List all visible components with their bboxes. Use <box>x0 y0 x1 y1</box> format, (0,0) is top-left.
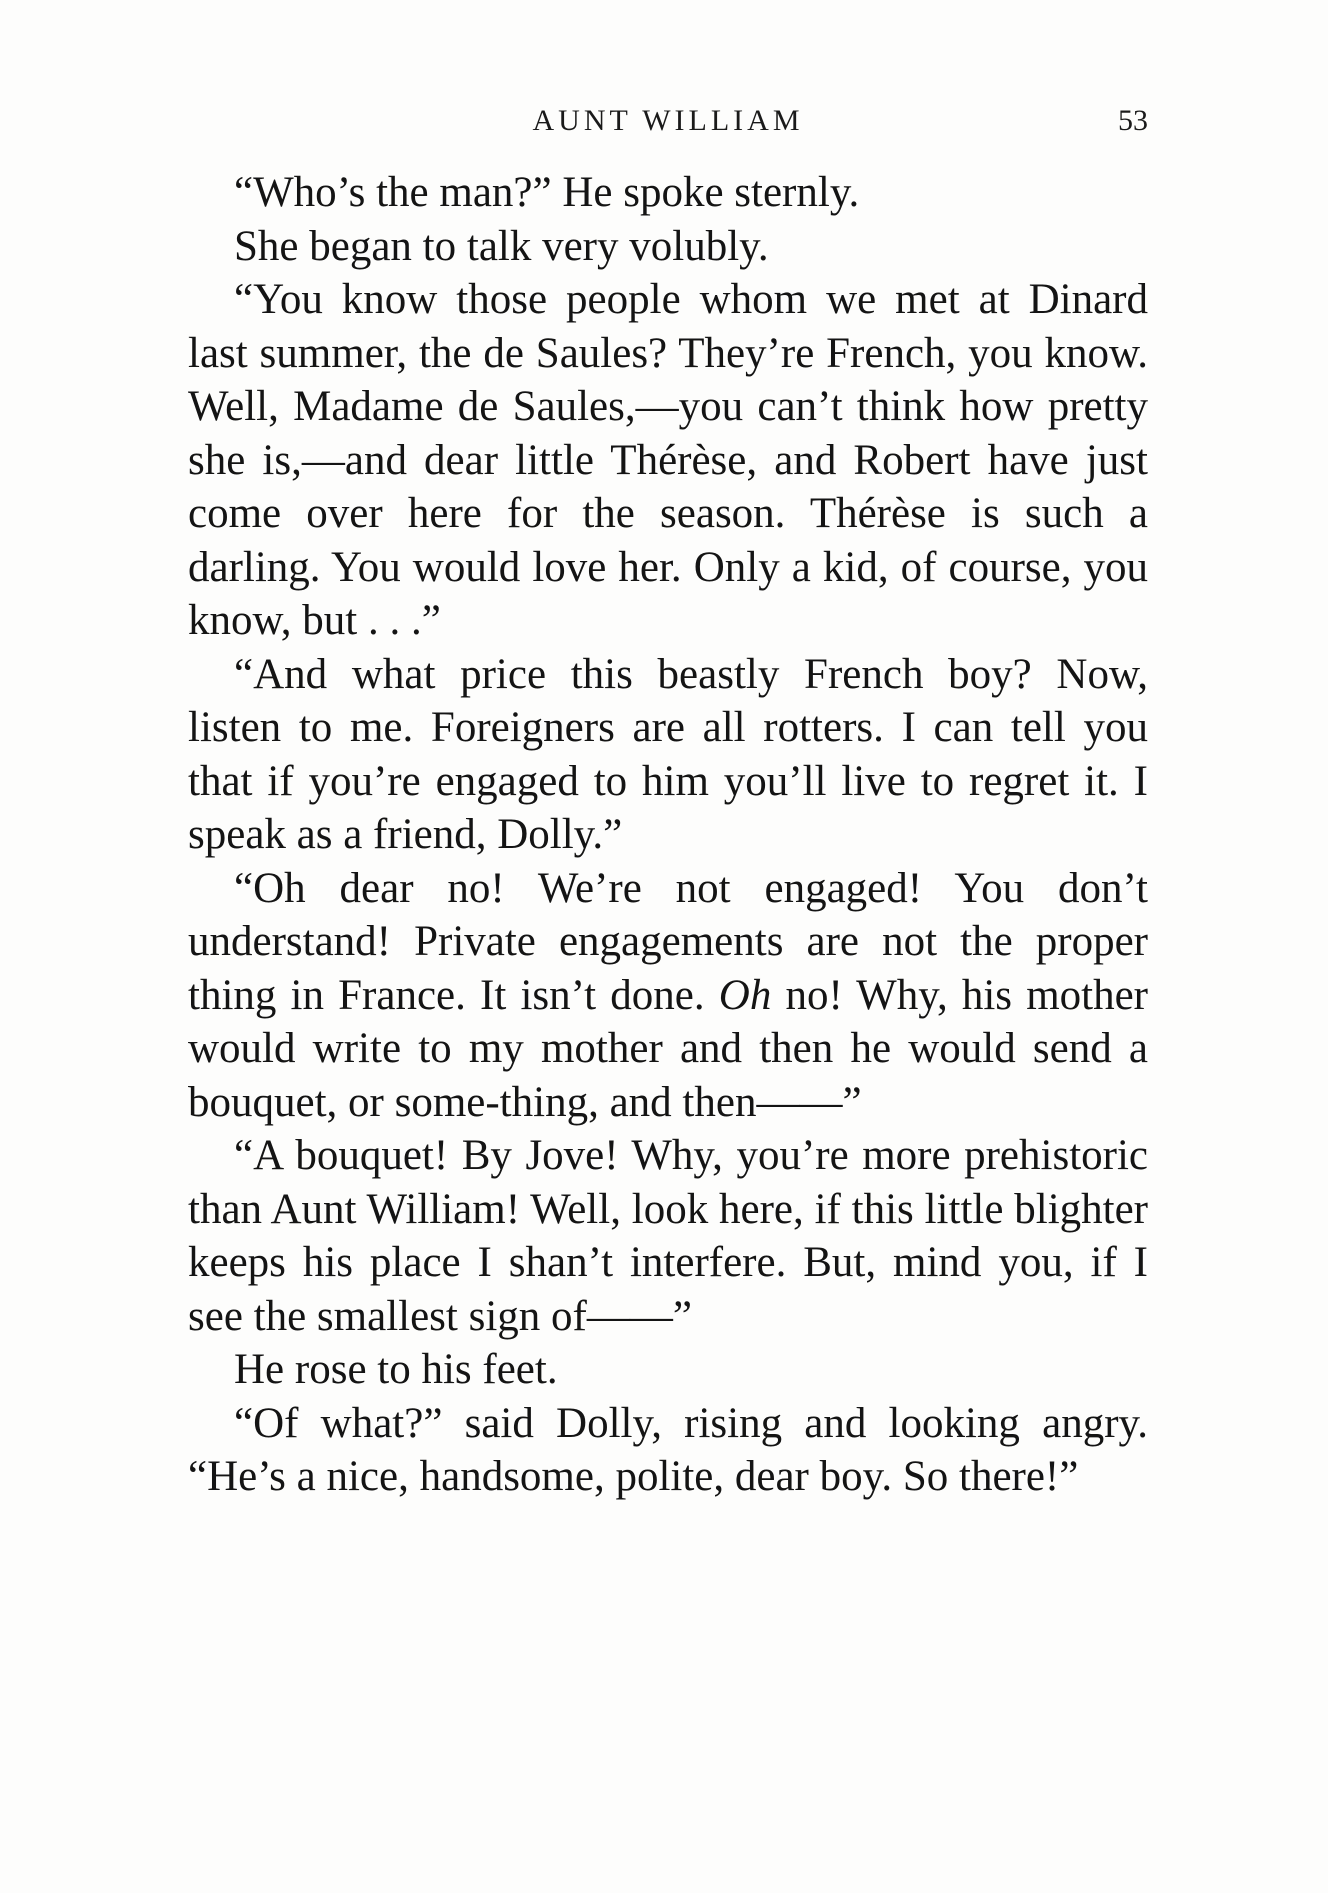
paragraph-3: “You know those people whom we met at Dinard last summer, the de Saules? They’re French, you know. Well, Madame de Saules,—you can’t think how pretty she is,—and dear little Thérèse, and Robert have just come over here for the season. Thérèse is such a darling. You would love her. Only a kid, of course, you know, but . . .” <box>188 276 1148 644</box>
italic-emphasis: Oh <box>718 971 772 1019</box>
page-number: 53 <box>1118 104 1148 137</box>
paragraph-7: He rose to his feet. <box>234 1346 558 1393</box>
paragraph-5-start: “Oh dear no! We’re not engaged! You don’t understand! Private engagements are not the proper thing in France. It isn’t done. <box>188 864 1148 1019</box>
paragraph-5 <box>188 862 1148 1130</box>
paragraph-6: “A bouquet! By Jove! Why, you’re more prehistoric than Aunt William! Well, look here, if this little blighter keeps his place I shan’t interfere. But, mind you, if I see the smallest sign of——” <box>188 1132 1148 1340</box>
body-text <box>188 166 1148 1504</box>
paragraph-4: “And what price this beastly French boy? Now, listen to me. Foreigners are all rotters. I can tell you that if you’re engaged to him you’ll live to regret it. I speak as a friend, Dolly.” <box>188 650 1148 858</box>
running-head <box>188 104 1148 144</box>
paragraph-8: “Of what?” said Dolly, rising and looking angry. “He’s a nice, handsome, polite, dear boy. So there!” <box>188 1399 1148 1500</box>
running-title: AUNT WILLIAM <box>532 104 804 137</box>
paragraph-2: She began to talk very volubly. <box>234 222 769 270</box>
paragraph-5-end: no! Why, his mother would write to my mother and then he would send a bouquet, or some-thing, and then——” <box>188 971 1148 1126</box>
paragraph-1: “Who’s the man?” He spoke sternly. <box>234 169 860 216</box>
